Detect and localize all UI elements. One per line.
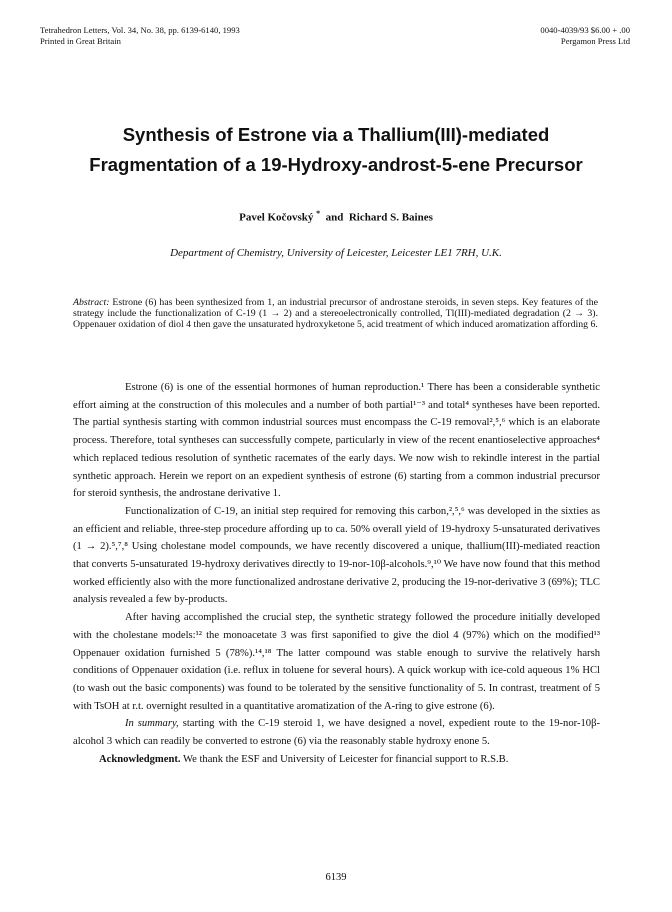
paragraph-intro: Estrone (6) is one of the essential hormones of human reproduction.¹ There has been a considerable synthetic effort aiming at the construction of this molecules and a number of both partial¹⁻³ and total⁴ syntheses have been reported. The partial synthesis starting with common industrial sources must encompass the C-19 removal²,⁵,⁶ which is an elaborate process. Therefore, total syntheses can successfully compete, particularly in view of the recent enantioselective approaches⁴ which replaced tedious resolution of synthetic racemates of the early days. We now wish to rekindle interest in the partial synthetic approach. Herein we report on an expedient synthesis of estrone (6) starting from a common industrial precursor for steroid synthesis, the androstane derivative 1. <box>73 382 600 500</box>
paragraph-strategy: After having accomplished the crucial step, the synthetic strategy followed the procedure initially developed with the cholestane models:¹² the monoacetate 3 was first saponified to give the diol 4 (97%) which on the modified¹³ Oppenauer oxidation furnished 5 (78%).¹⁴,¹⁸ The latter compound was stable enough to survive the relatively harsh conditions of Oppenauer oxidation (i.e. reflux in toluene for several hours). A quick workup with ice-cold aqueous 1% HCl (to wash out the basic components) was found to be tolerated by the sensitive functionality of 5. In contrast, treatment of 5 with TsOH at r.t. overnight resulted in a quantitative aromatization of the A-ring to give estrone (6). <box>73 612 600 712</box>
author-conjunction: and <box>322 211 347 224</box>
journal-citation: Tetrahedron Letters, Vol. 34, No. 38, pp. 6139-6140, 1993 <box>40 25 240 35</box>
paper-title <box>0 120 672 180</box>
title-line-1: Synthesis of Estrone via a Thallium(III)-mediated <box>122 124 550 145</box>
journal-header <box>40 25 240 47</box>
acknowledgment-text: We thank the ESF and University of Leicester for financial support to R.S.B. <box>180 753 509 765</box>
acknowledgment <box>73 751 600 769</box>
issn-price: 0040-4039/93 $6.00 + .00 <box>540 25 630 35</box>
printed-location: Printed in Great Britain <box>40 36 121 46</box>
abstract-label: Abstract: <box>73 297 110 308</box>
author-2: Richard S. Baines <box>348 211 433 224</box>
author-1: Pavel Kočovský <box>239 211 314 224</box>
affiliation: Department of Chemistry, University of Leicester, Leicester LE1 7RH, U.K. <box>170 247 502 259</box>
summary-label: In summary, <box>125 718 179 730</box>
abstract <box>73 297 598 331</box>
publisher-header <box>540 25 630 47</box>
acknowledgment-label: Acknowledgment. <box>99 753 181 765</box>
corresponding-mark: * <box>316 209 321 218</box>
summary-text: starting with the C-19 steroid 1, we have designed a novel, expedient route to the 19-nor-10β-alcohol 3 which can readily be converted to estrone (6) via the reasonably stable hydroxy enone 5. <box>73 718 600 748</box>
abstract-text: Estrone (6) has been synthesized from 1, an industrial precursor of androstane steroids, in seven steps. Key features of the strategy include the functionalization of C-19 (1 → 2) and a stereoelectronically controlled, Tl(III)-mediated degradation (2 → 3). Oppenauer oxidation of diol 4 then gave the unsaturated hydroxyketone 5, acid treatment of which induced aromatization affording 6. <box>73 297 598 331</box>
publisher-name: Pergamon Press Ltd <box>560 36 630 46</box>
author-list <box>0 209 672 224</box>
title-line-2: Fragmentation of a 19-Hydroxy-androst-5-ene Precursor <box>89 154 583 175</box>
page-number: 6139 <box>325 872 347 883</box>
body-text <box>73 379 600 768</box>
paragraph-summary <box>73 715 600 750</box>
paragraph-functionalization: Functionalization of C-19, an initial step required for removing this carbon,²,⁵,⁶ was developed in the sixties as an efficient and reliable, three-step procedure affording up to ca. 50% overall yield of 19-hydroxy 5-unsaturated derivatives (1 → 2).⁵,⁷,⁸ Using cholestane model compounds, we have recently discovered a unique, thallium(III)-mediated reaction that converts 5-unsaturated 19-hydroxy derivatives directly to 19-nor-10β-alcohols.⁹,¹⁰ We have now found that this method worked efficiently also with the more functionalized androstane derivative 2, producing the 19-nor-derivative 3 (69%); TLC analysis revealed a few by-products. <box>73 505 600 606</box>
